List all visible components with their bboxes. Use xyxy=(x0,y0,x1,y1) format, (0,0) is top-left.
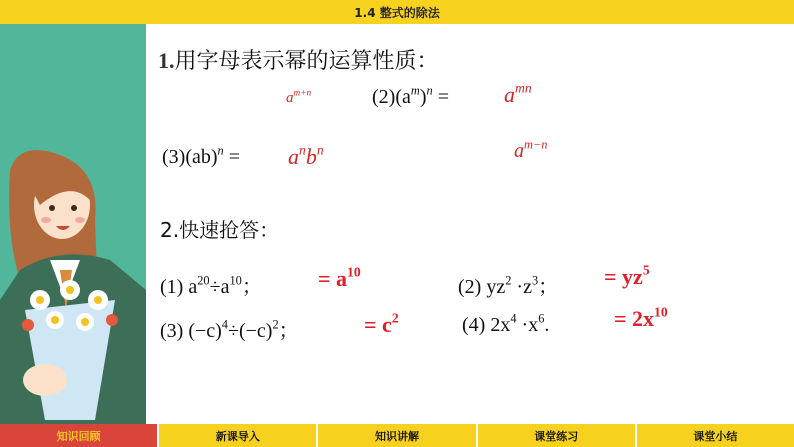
answer-item3: $a^nb^n$ xyxy=(288,142,324,169)
section1-number: 1. xyxy=(158,48,175,73)
section1-title xyxy=(158,44,439,75)
answer-2: = $yz^5$ xyxy=(604,262,650,289)
answer-item2: $a^{mn}$ xyxy=(504,80,532,107)
nav-lecture[interactable]: 知识讲解 xyxy=(318,424,477,447)
nav-review[interactable]: 知识回顾 xyxy=(0,424,159,447)
answer-3: = $c^2$ xyxy=(364,310,399,337)
nav-intro[interactable]: 新课导入 xyxy=(159,424,318,447)
question-2: (2) $yz^2 \cdot z^3$； xyxy=(458,273,559,298)
question-4: (4) $2x^4 \cdot x^6$. xyxy=(462,311,550,336)
nav-practice[interactable]: 课堂练习 xyxy=(478,424,637,447)
bottom-nav xyxy=(0,424,794,447)
question-1: (1) $a^{20}\div a^{10}$； xyxy=(160,273,262,298)
answer-1: = $a^{10}$ xyxy=(318,264,361,291)
section1-text: 用字母表示幂的运算性质： xyxy=(174,49,439,74)
nav-summary[interactable]: 课堂小结 xyxy=(693,429,738,443)
section2-title: 2.快速抢答： xyxy=(160,218,280,242)
question-item3: (3)(ab)$^n$ = xyxy=(162,143,241,168)
answer-item4: $a^{m-n}$ xyxy=(514,137,548,162)
answer-item1: $a^{m+n}$ xyxy=(286,88,312,106)
question-3: (3) $(-c)^4\div(-c)^2$； xyxy=(160,317,299,342)
page-title: 1.4 整式的除法 xyxy=(354,5,440,20)
question-item2: $(2)(a^m)^n$ = xyxy=(372,83,449,108)
answer-4: = $2x^{10}$ xyxy=(614,304,668,331)
